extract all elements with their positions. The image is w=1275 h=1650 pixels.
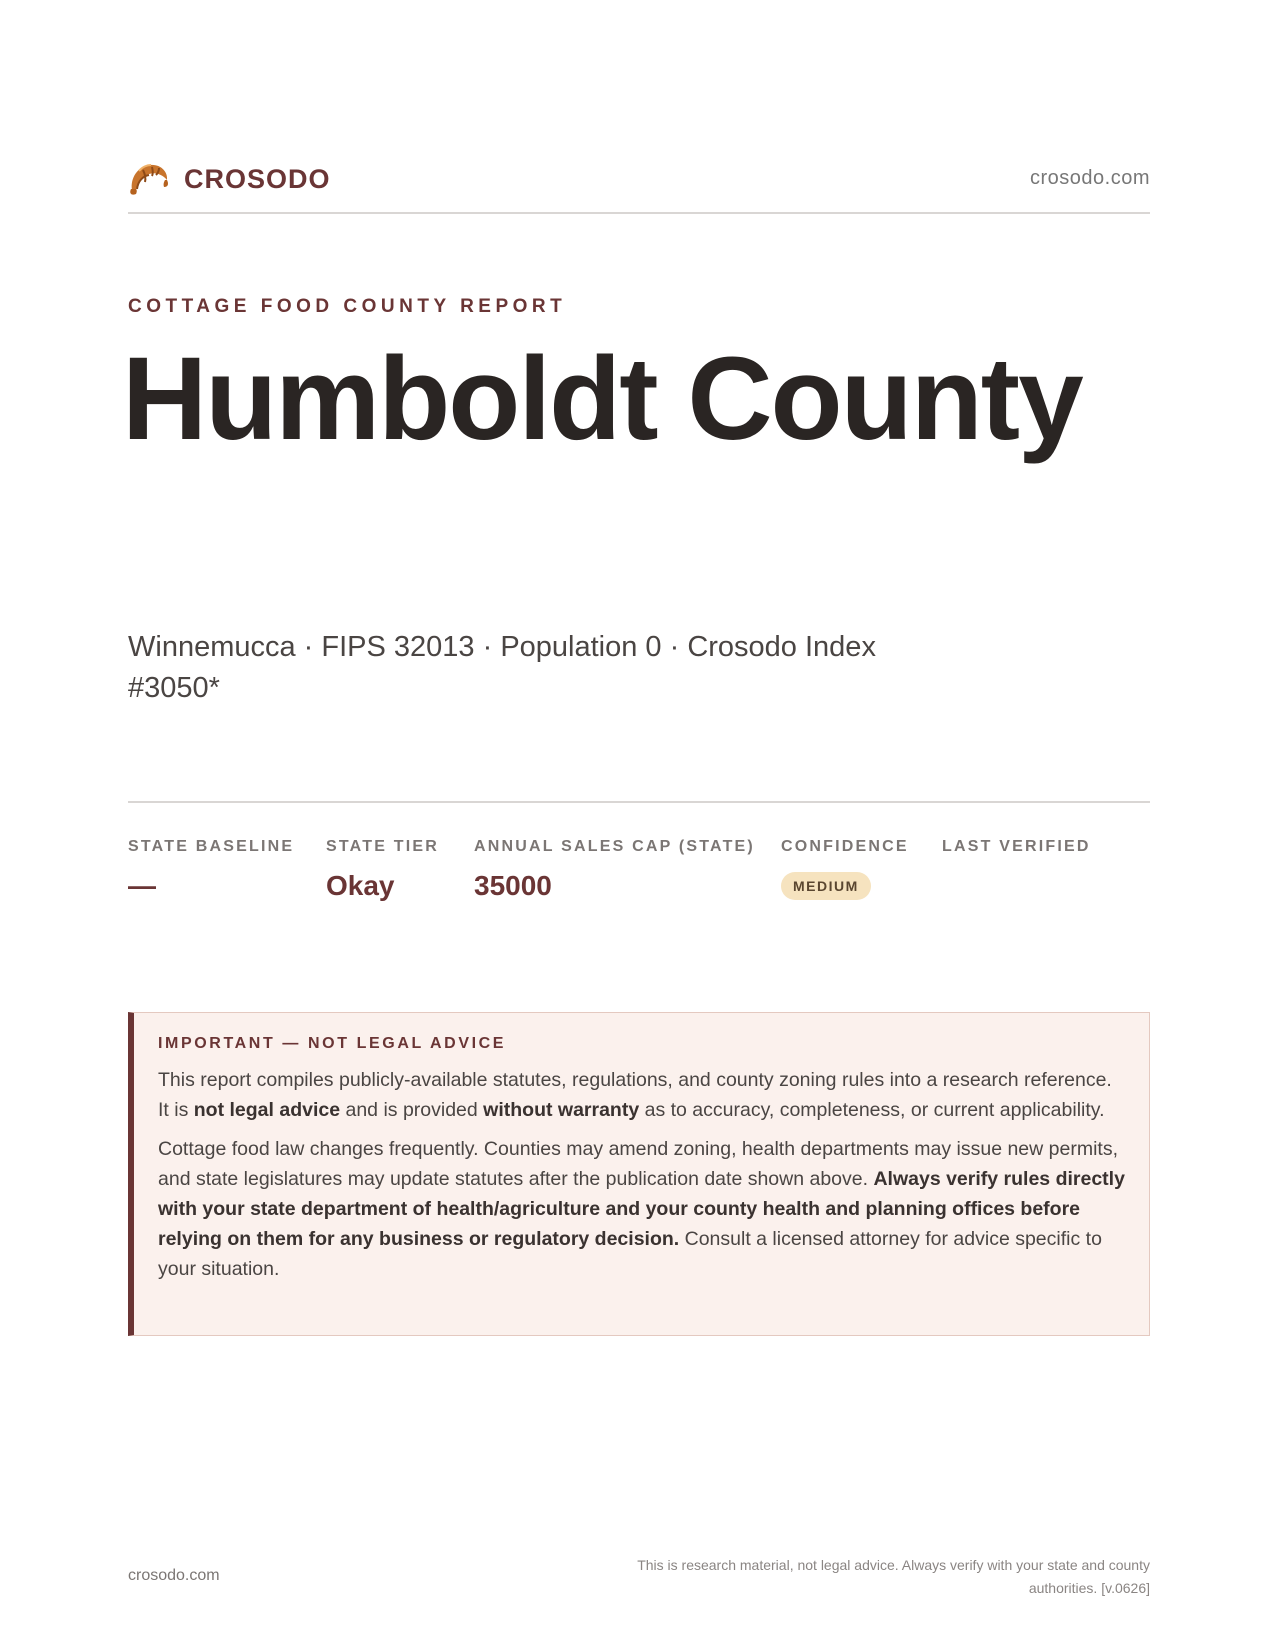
notice-text: This report compiles publicly-available statutes, regulations, and county zoning rules into a research reference. It is [158, 1069, 1112, 1121]
stats-divider [128, 801, 1150, 803]
confidence-badge: MEDIUM [781, 872, 871, 900]
page-header [128, 160, 1150, 214]
stat-label: LAST VERIFIED [942, 838, 1091, 855]
brand-name: CROSODO [184, 163, 331, 194]
stat-value: 35000 [474, 870, 552, 901]
stat-value: Okay [326, 870, 395, 901]
stat-label: STATE BASELINE [128, 838, 295, 855]
notice-text: as to accuracy, completeness, or current applicability. [639, 1099, 1105, 1121]
notice-emphasis: Always verify rules directly with your state department of health/agriculture and your county health and planning offices before relying on them for any business or regulatory decision. [158, 1168, 1125, 1250]
stat-state-baseline [128, 838, 294, 902]
header-site-link[interactable]: crosodo.com [1030, 167, 1150, 189]
notice-text: Cottage food law changes frequently. Counties may amend zoning, health departments may issue new permits, and state legislatures may update statutes after the publication date shown above. [158, 1138, 1118, 1190]
brand [128, 160, 331, 198]
county-subtitle: Winnemucca · FIPS 32013 · Population 0 · Crosodo Index #3050* [128, 631, 876, 704]
footer-site-link[interactable]: crosodo.com [128, 1567, 220, 1584]
notice-text: Consult a licensed attorney for advice specific to your situation. [158, 1228, 1102, 1280]
stat-label: CONFIDENCE [781, 838, 909, 855]
report-page [122, 0, 1150, 1650]
notice-emphasis: without warranty [483, 1099, 640, 1121]
stat-value: — [128, 870, 156, 901]
stat-annual-sales-cap [474, 838, 755, 902]
notice-paragraph [158, 1134, 1125, 1284]
stat-label: STATE TIER [326, 838, 439, 855]
notice-paragraph [158, 1065, 1125, 1125]
stat-last-verified [942, 838, 1091, 870]
page-title: Humboldt County [122, 333, 1082, 465]
footer-disclaimer: This is research material, not legal advice. Always verify with your state and county authorities. [v.0626] [637, 1557, 1150, 1596]
legal-notice [128, 1012, 1150, 1336]
stat-label: ANNUAL SALES CAP (STATE) [474, 838, 755, 855]
notice-text: and is provided [340, 1099, 484, 1121]
notice-title: IMPORTANT — NOT LEGAL ADVICE [158, 1035, 507, 1052]
report-eyebrow: COTTAGE FOOD COUNTY REPORT [128, 296, 567, 317]
stat-confidence [781, 838, 909, 900]
croissant-icon [128, 160, 170, 198]
notice-emphasis: not legal advice [193, 1099, 341, 1121]
stat-state-tier [326, 838, 439, 902]
